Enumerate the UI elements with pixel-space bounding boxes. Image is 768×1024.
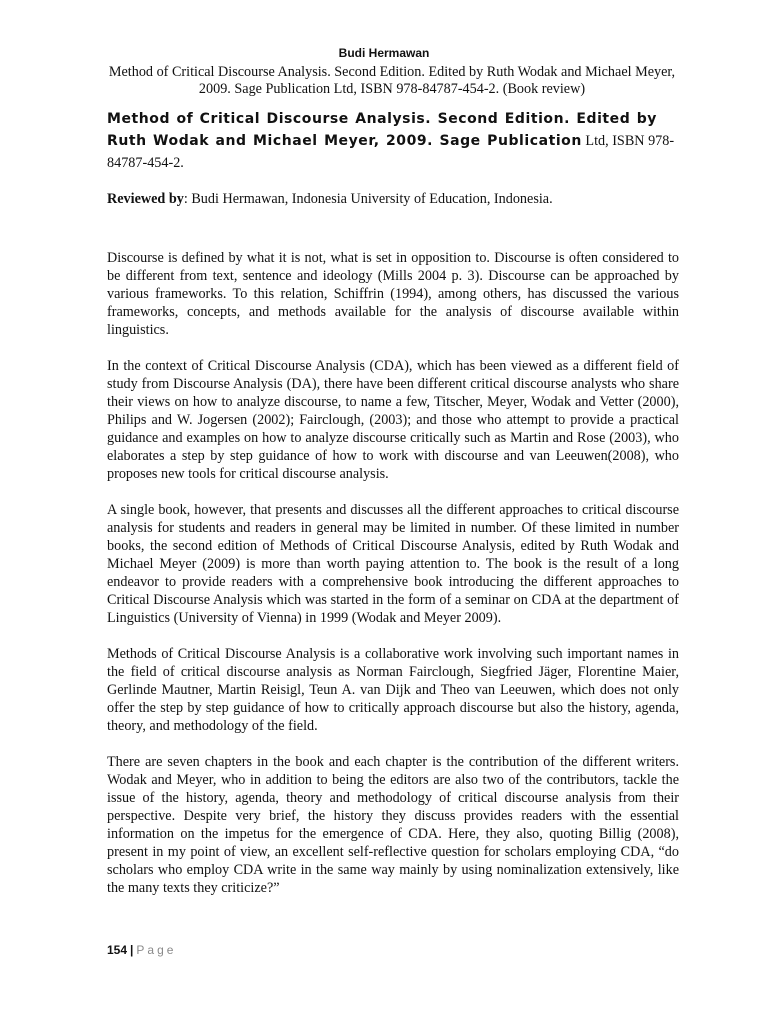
page-footer [107, 943, 176, 957]
body-paragraph: Discourse is defined by what it is not, what is set in opposition to. Discourse is often considered to be different from text, sentence and ideology (Mills 2004 p. 3). Discourse can be approached by various frameworks. To this relation, Schiffrin (1994), among others, has discussed the various frameworks, concepts, and methods available for the analysis of discourse available within linguistics. [107, 250, 679, 338]
footer-separator: | [130, 943, 134, 957]
reviewer-label: Reviewed by [107, 191, 184, 207]
body-paragraph: In the context of Critical Discourse Analysis (CDA), which has been viewed as a different field of study from Discourse Analysis (DA), there have been different critical discourse analysts who share their views on how to analyze discourse, to name a few, Titscher, Meyer, Wodak and Vetter (2000), Philips and W. Jogersen (2002); Fairclough, (2003); and those who attempt to provide a practical guidance and examples on how to analyze discourse critically such as Martin and Rose (2003), who elaborates a step by step guidance of how to work with discourse and van Leeuwen(2008), who proposes new tools for critical discourse analysis. [107, 358, 679, 482]
page-number: 154 [107, 943, 128, 957]
reviewer-text: : Budi Hermawan, Indonesia University of Education, Indonesia. [183, 191, 553, 207]
reviewer-line [107, 190, 679, 208]
review-title [107, 108, 679, 174]
page-word: Page [136, 943, 177, 957]
review-title-tail: Ltd, ISBN 978-84787-454-2. [107, 133, 675, 171]
body-paragraph: Methods of Critical Discourse Analysis is a collaborative work involving such important names in the field of critical discourse analysis as Norman Fairclough, Siegfried Jäger, Florentine Maier, Gerlinde Mautner, Martin Reisigl, Teun A. van Dijk and Theo van Leeuwen, which does not only offer the step by step guidance of how to critically approach discourse but also the history, agenda, theory, and methodology of the field. [107, 646, 679, 734]
header-citation: Method of Critical Discourse Analysis. Second Edition. Edited by Ruth Wodak and Michael Meyer, 2009. Sage Publication Ltd, ISBN 978-84787-454-2. (Book review) [108, 64, 676, 97]
body-paragraph: A single book, however, that presents and discusses all the different approaches to critical discourse analysis for students and readers in general may be limited in number. Of these limited in number books, the second edition of Methods of Critical Discourse Analysis, edited by Ruth Wodak and Michael Meyer (2009) is more than worth paying attention to. The book is the result of a long endeavor to provide readers with a comprehensive book introducing the different approaches to Critical Discourse Analysis which was started in the form of a seminar on CDA at the department of Linguistics (University of Vienna) in 1999 (Wodak and Meyer 2009). [107, 502, 679, 626]
review-title-main: Method of Critical Discourse Analysis. Second Edition. Edited by Ruth Wodak and Michael Meyer, 2009. Sage Publication [107, 111, 657, 149]
body-paragraph: There are seven chapters in the book and each chapter is the contribution of the different writers. Wodak and Meyer, who in addition to being the editors are also two of the contributors, tackle the issue of the history, agenda, theory and methodology of critical discourse analysis from their perspective. Despite very brief, the history they discuss provides readers with the essential information on the impetus for the emergence of CDA. Here, they also, quoting Billig (2008), present in my point of view, an excellent self-reflective question for scholars employing CDA, “do scholars who employ CDA write in the same way mainly by using nominalization extensively, like the many texts they criticize?” [107, 754, 679, 896]
review-body [107, 249, 679, 915]
header-author: Budi Hermawan [338, 46, 430, 60]
